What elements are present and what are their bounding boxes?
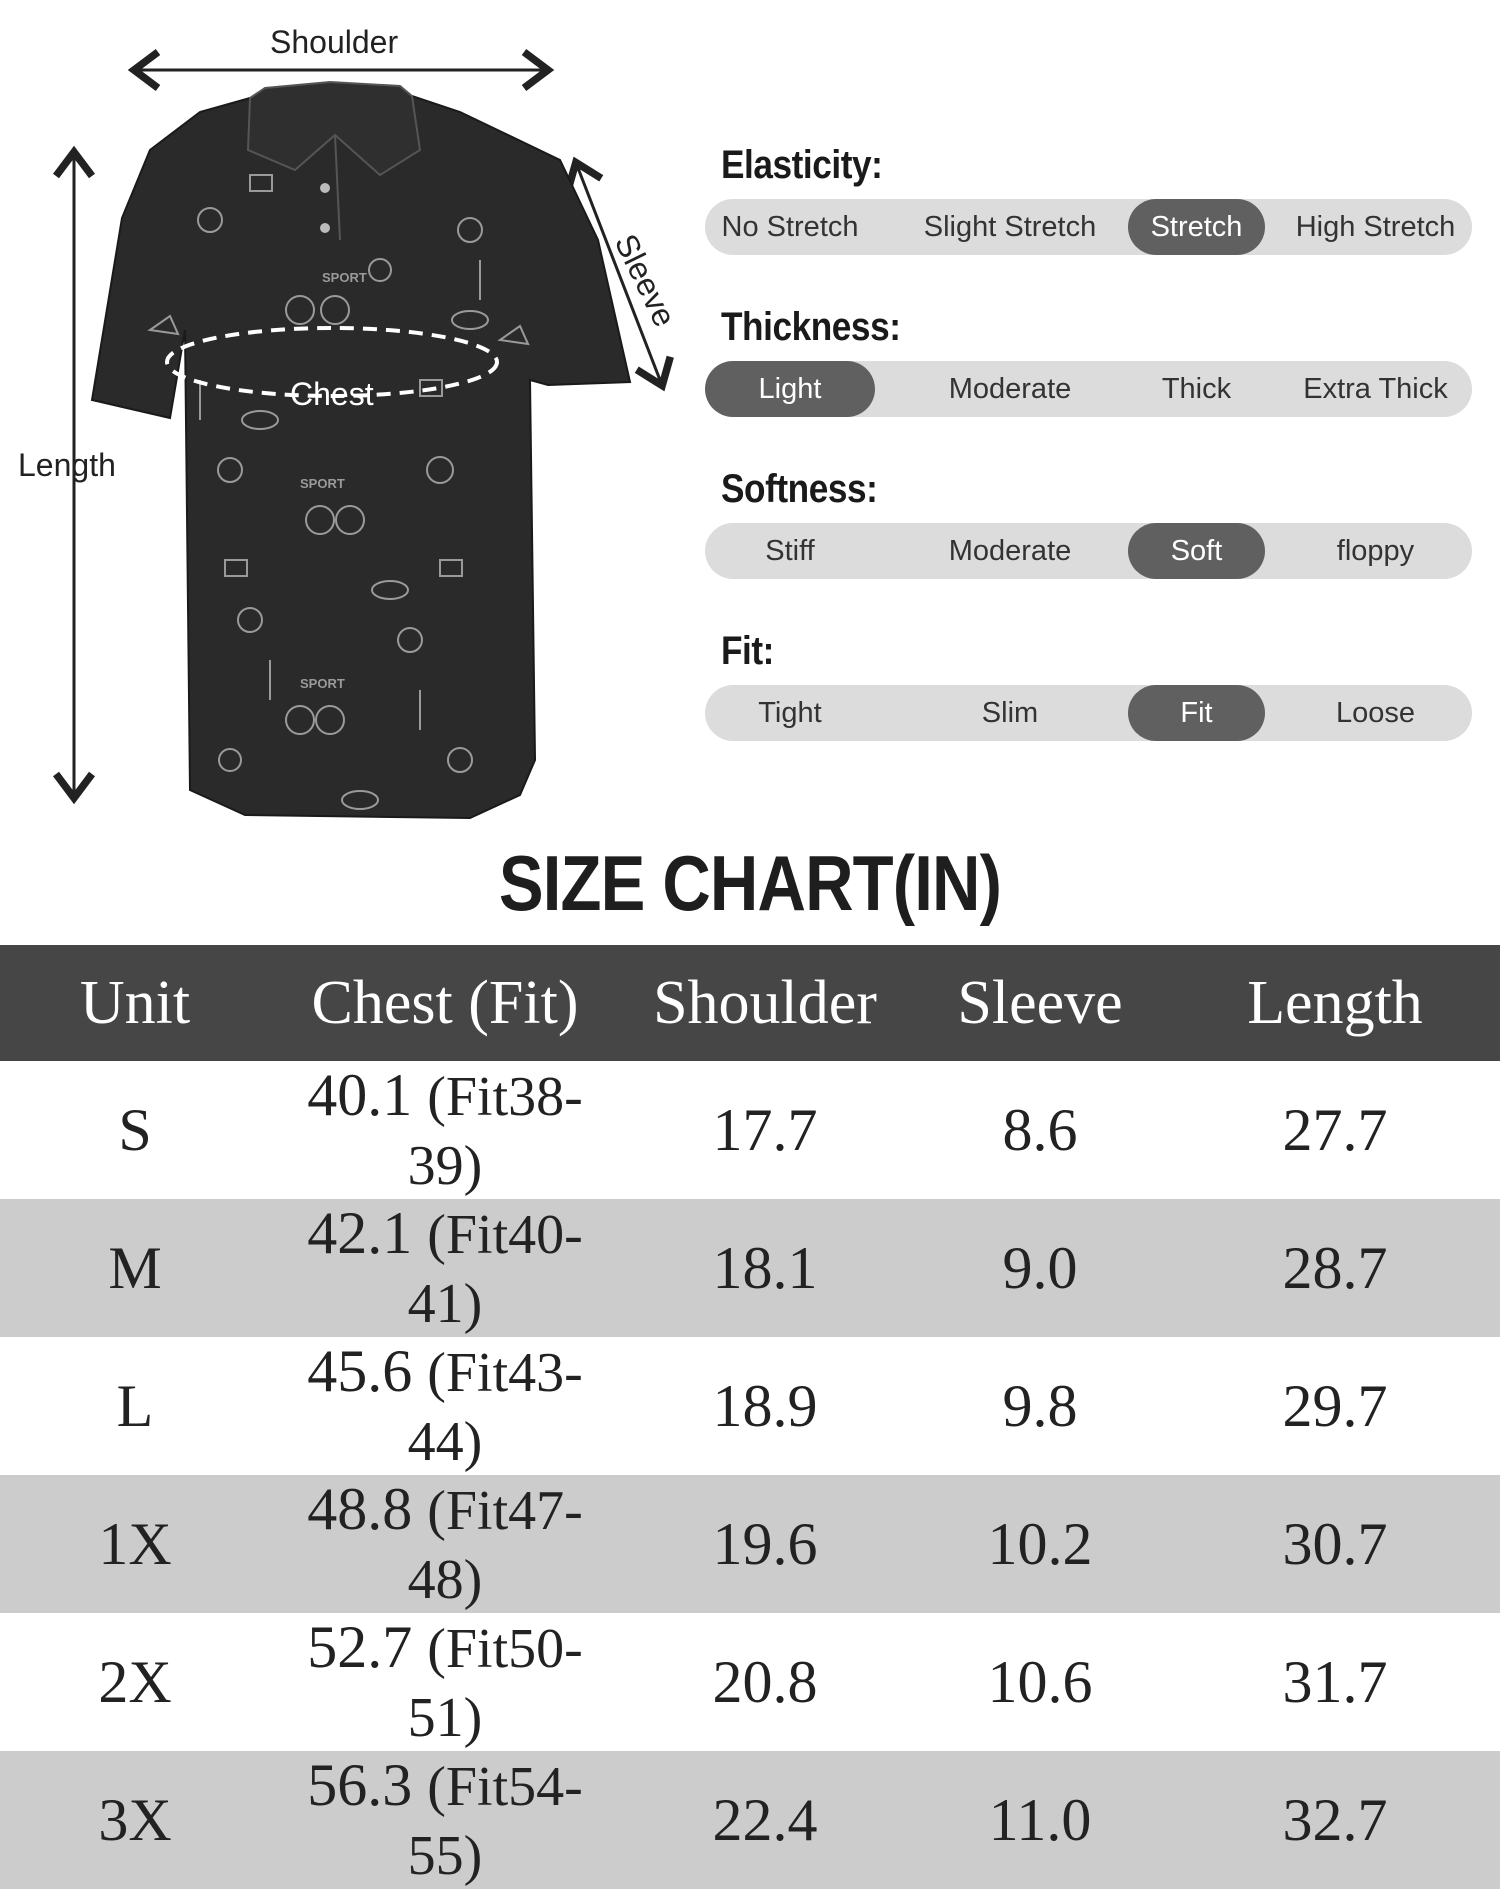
fit-range: (Fit47-48) xyxy=(407,1480,583,1611)
cell-length: 30.7 xyxy=(1170,1475,1500,1613)
scale-option: Tight xyxy=(758,697,822,729)
size-chart-table xyxy=(0,945,1500,1889)
cell-shoulder: 19.6 xyxy=(620,1475,910,1613)
sport-motif-text: SPORT xyxy=(322,270,367,285)
cell-length: 29.7 xyxy=(1282,1372,1388,1439)
scale-option: Slim xyxy=(981,697,1039,729)
size-chart-title: SIZE CHART(IN) xyxy=(498,839,1002,927)
attr-title: Elasticity: xyxy=(721,143,883,187)
col-header-length: Length xyxy=(1170,945,1500,1061)
cell-unit: S xyxy=(118,1096,152,1163)
table-row xyxy=(0,1199,1500,1337)
length-label: Length xyxy=(18,447,116,483)
cell-chest xyxy=(270,1199,620,1337)
chest-value: 42.1 xyxy=(307,1200,413,1266)
chest-value: 48.8 xyxy=(307,1476,413,1542)
cell-chest xyxy=(270,1061,620,1199)
cell-shoulder: 17.7 xyxy=(712,1096,818,1163)
cell-length: 28.7 xyxy=(1170,1199,1500,1337)
attr-scale xyxy=(705,523,1472,579)
scale-option: Stiff xyxy=(765,535,815,567)
shoulder-label: Shoulder xyxy=(270,24,399,60)
fit-range: (Fit50-51) xyxy=(407,1618,583,1749)
cell-unit: L xyxy=(116,1372,154,1439)
table-row xyxy=(0,1337,1500,1475)
cell-unit: M xyxy=(0,1199,270,1337)
chest-value: 52.7 xyxy=(307,1614,413,1680)
scale-option: High Stretch xyxy=(1295,211,1456,243)
cell-chest xyxy=(270,1751,620,1889)
cell-unit: 1X xyxy=(0,1475,270,1613)
attr-thickness xyxy=(705,297,1475,459)
cell-length: 32.7 xyxy=(1170,1751,1500,1889)
chest-value: 56.3 xyxy=(307,1752,413,1818)
attr-fit xyxy=(705,621,1475,783)
scale-option: Slight Stretch xyxy=(923,211,1097,243)
attr-scale xyxy=(705,361,1472,417)
svg-text:SPORT: SPORT xyxy=(300,676,345,691)
fit-range: (Fit54-55) xyxy=(407,1756,583,1887)
cell-sleeve: 11.0 xyxy=(910,1751,1170,1889)
scale-option: Moderate xyxy=(948,373,1072,405)
scale-option: No Stretch xyxy=(721,211,859,243)
sleeve-label: Sleeve xyxy=(607,228,683,333)
attr-title: Fit: xyxy=(721,629,774,673)
table-row xyxy=(0,1475,1500,1613)
cell-chest xyxy=(270,1475,620,1613)
cell-sleeve: 8.6 xyxy=(1002,1096,1078,1163)
cell-shoulder: 18.1 xyxy=(620,1199,910,1337)
cell-sleeve: 9.8 xyxy=(1002,1372,1078,1439)
scale-option: Extra Thick xyxy=(1303,373,1448,405)
cell-chest xyxy=(270,1613,620,1751)
scale-option: Moderate xyxy=(948,535,1072,567)
attr-title: Softness: xyxy=(721,467,878,511)
fit-range: (Fit43-44) xyxy=(407,1342,583,1473)
cell-shoulder: 20.8 xyxy=(712,1648,818,1715)
attr-title: Thickness: xyxy=(721,305,901,349)
cell-sleeve: 10.2 xyxy=(910,1475,1170,1613)
col-header-sleeve: Sleeve xyxy=(910,945,1170,1061)
scale-option: Thick xyxy=(1161,373,1232,405)
chest-value: 40.1 xyxy=(307,1062,413,1128)
cell-shoulder: 22.4 xyxy=(620,1751,910,1889)
cell-shoulder: 18.9 xyxy=(712,1372,818,1439)
col-header-unit: Unit xyxy=(0,945,270,1061)
shirt-measurement-figure xyxy=(0,0,700,840)
scale-option-selected: Soft xyxy=(1128,523,1265,579)
chest-value: 45.6 xyxy=(307,1338,413,1404)
cell-sleeve: 10.6 xyxy=(987,1648,1093,1715)
cell-length: 31.7 xyxy=(1282,1648,1388,1715)
table-row xyxy=(0,1061,1500,1199)
fit-range: (Fit40-41) xyxy=(407,1204,583,1335)
fabric-attributes xyxy=(705,135,1475,783)
svg-text:SPORT: SPORT xyxy=(300,476,345,491)
attr-scale xyxy=(705,685,1472,741)
attr-scale xyxy=(705,199,1472,255)
scale-option-selected: Stretch xyxy=(1128,199,1265,255)
col-header-shoulder: Shoulder xyxy=(620,945,910,1061)
cell-unit: 2X xyxy=(98,1648,172,1715)
fit-range: (Fit38-39) xyxy=(407,1066,583,1197)
table-row xyxy=(0,1751,1500,1889)
scale-option: floppy xyxy=(1336,535,1415,567)
chest-label: Chest xyxy=(290,376,374,412)
scale-option: Loose xyxy=(1335,697,1415,729)
cell-unit: 3X xyxy=(0,1751,270,1889)
shirt-body xyxy=(92,82,630,818)
cell-sleeve: 9.0 xyxy=(910,1199,1170,1337)
attr-softness xyxy=(705,459,1475,621)
shirt-illustration xyxy=(0,0,700,840)
attr-elasticity xyxy=(705,135,1475,297)
table-header-row xyxy=(0,945,1500,1061)
col-header-chest: Chest (Fit) xyxy=(270,945,620,1061)
cell-chest xyxy=(270,1337,620,1475)
cell-length: 27.7 xyxy=(1282,1096,1388,1163)
scale-option-selected: Light xyxy=(705,361,875,417)
scale-option-selected: Fit xyxy=(1128,685,1265,741)
table-row xyxy=(0,1613,1500,1751)
